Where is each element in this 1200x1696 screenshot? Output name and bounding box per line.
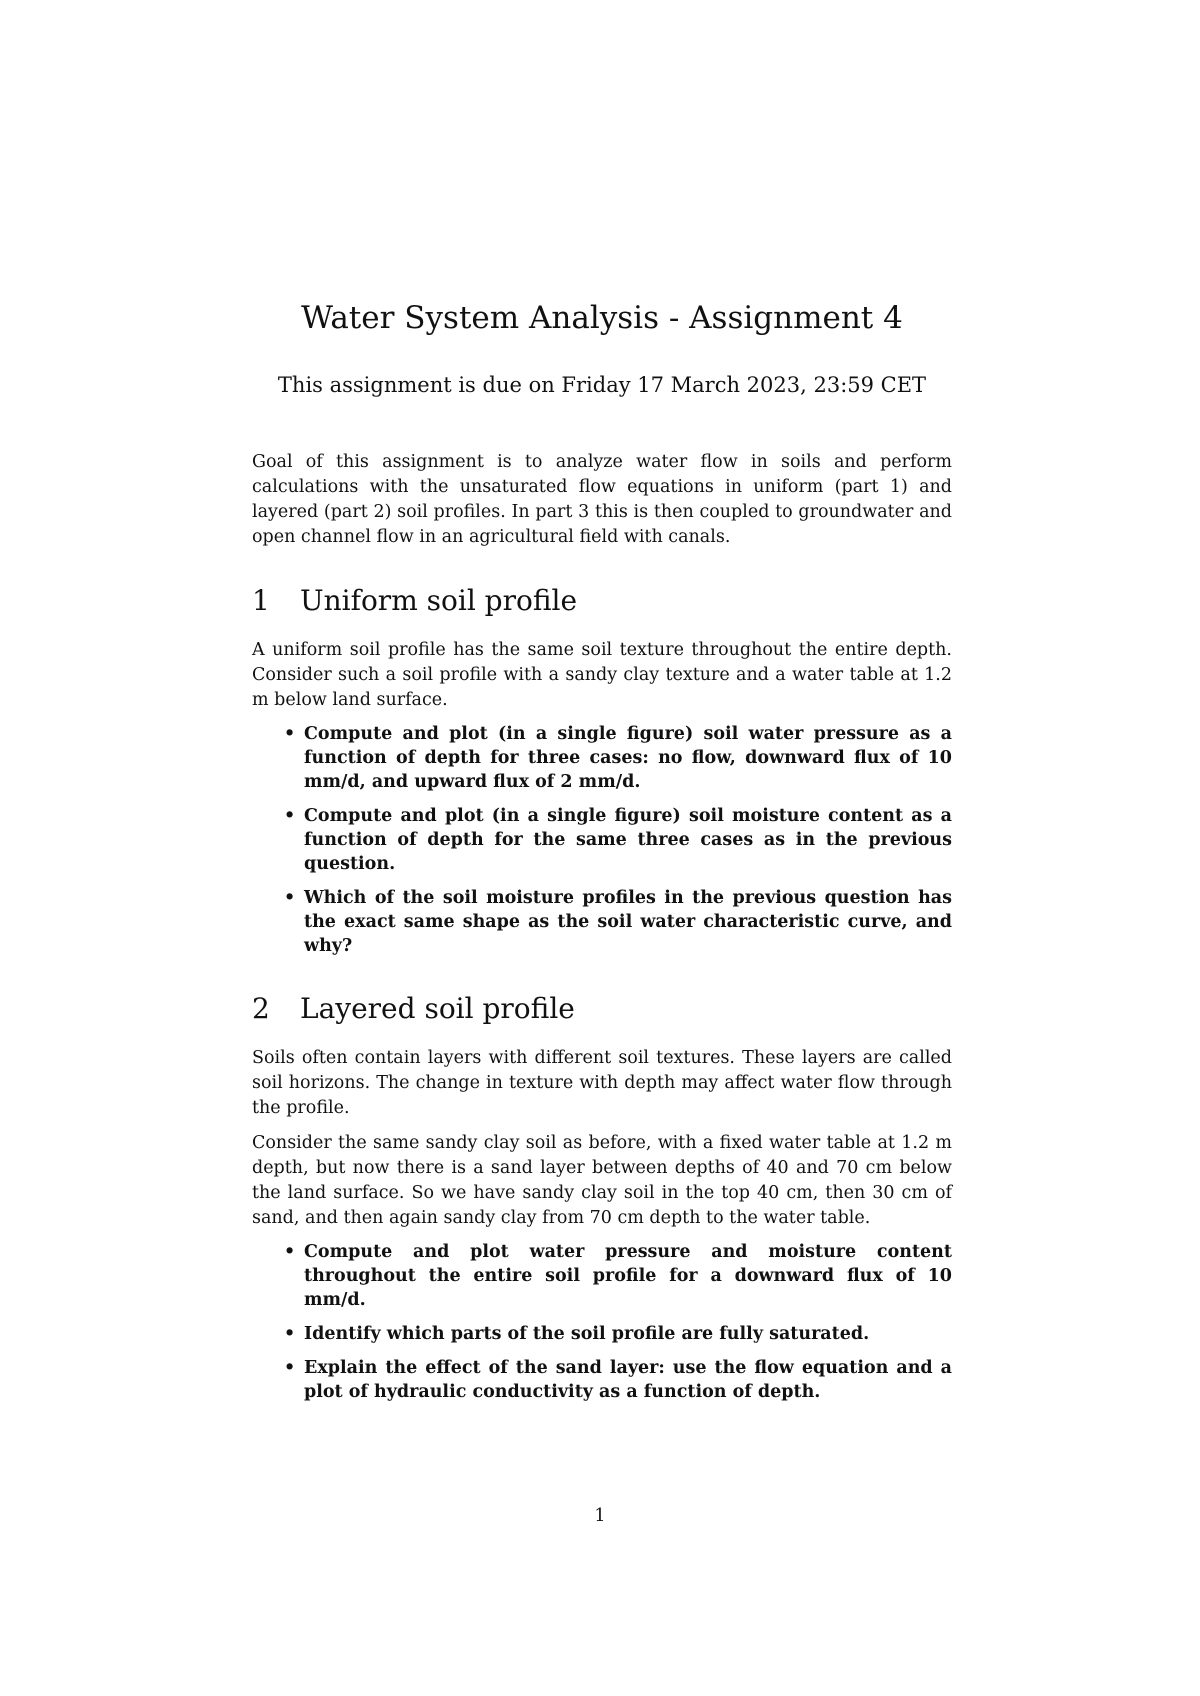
goal-paragraph: Goal of this assignment is to analyze water flow in soils and perform calculations with the unsaturated flow equations in uniform (part 1) and layered (part 2) soil profiles. In part 3 this is then coupled to groundwater and open channel flow in an agricultural field with canals. xyxy=(252,452,952,548)
task-item xyxy=(284,886,952,958)
task-text: Compute and plot water pressure and moisture content throughout the entire soil profile for a downward flux of 10 mm/d. xyxy=(304,1241,952,1310)
task-text: Compute and plot (in a single figure) soil moisture content as a function of depth for the same three cases as in the previous question. xyxy=(304,805,952,874)
bullet-icon: • xyxy=(284,887,296,908)
task-item xyxy=(284,722,952,794)
section-number: 2 xyxy=(252,991,270,1025)
task-text: Explain the effect of the sand layer: use the flow equation and a plot of hydraulic conductivity as a function of depth. xyxy=(304,1357,952,1402)
bullet-icon: • xyxy=(284,1357,296,1378)
bullet-icon: • xyxy=(284,1323,296,1344)
section-uniform-soil-profile xyxy=(252,584,952,958)
section-paragraph: Soils often contain layers with different soil textures. These layers are called soil horizons. The change in texture with depth may affect water flow through the profile. xyxy=(252,1047,952,1118)
section-paragraph: A uniform soil profile has the same soil texture throughout the entire depth. Consider such a soil profile with a sandy clay texture and a water table at 1.2 m below land surface. xyxy=(252,639,952,710)
bullet-icon: • xyxy=(284,1241,296,1262)
task-item xyxy=(284,1240,952,1312)
section-paragraph: Consider the same sandy clay soil as before, with a fixed water table at 1.2 m depth, but now there is a sand layer between depths of 40 and 70 cm below the land surface. So we have sandy clay soil in the top 40 cm, then 30 cm of sand, and then again sandy clay from 70 cm depth to the water table. xyxy=(252,1132,952,1228)
document-title: Water System Analysis - Assignment 4 xyxy=(301,300,903,336)
task-text: Which of the soil moisture profiles in the previous question has the exact same shape as the soil water characteristic curve, and why? xyxy=(304,887,952,956)
task-item xyxy=(284,804,952,876)
task-item xyxy=(284,1322,952,1346)
task-item xyxy=(284,1356,952,1404)
section-layered-soil-profile xyxy=(252,992,952,1404)
section-heading xyxy=(252,584,952,618)
bullet-icon: • xyxy=(284,805,296,826)
section-number: 1 xyxy=(252,584,270,618)
section-title: Uniform soil profile xyxy=(300,584,578,618)
task-list xyxy=(252,1240,952,1404)
task-text: Compute and plot (in a single figure) soil water pressure as a function of depth for three cases: no flow, downward flux of 10 mm/d, and upward flux of 2 mm/d. xyxy=(304,723,952,792)
bullet-icon: • xyxy=(284,723,296,744)
task-text: Identify which parts of the soil profile are fully saturated. xyxy=(304,1323,870,1344)
page-number: 1 xyxy=(594,1506,606,1526)
document-page xyxy=(252,300,952,1414)
section-title: Layered soil profile xyxy=(300,991,575,1025)
task-list xyxy=(252,722,952,958)
due-date-line: This assignment is due on Friday 17 March 2023, 23:59 CET xyxy=(277,373,927,398)
section-heading xyxy=(252,992,952,1026)
